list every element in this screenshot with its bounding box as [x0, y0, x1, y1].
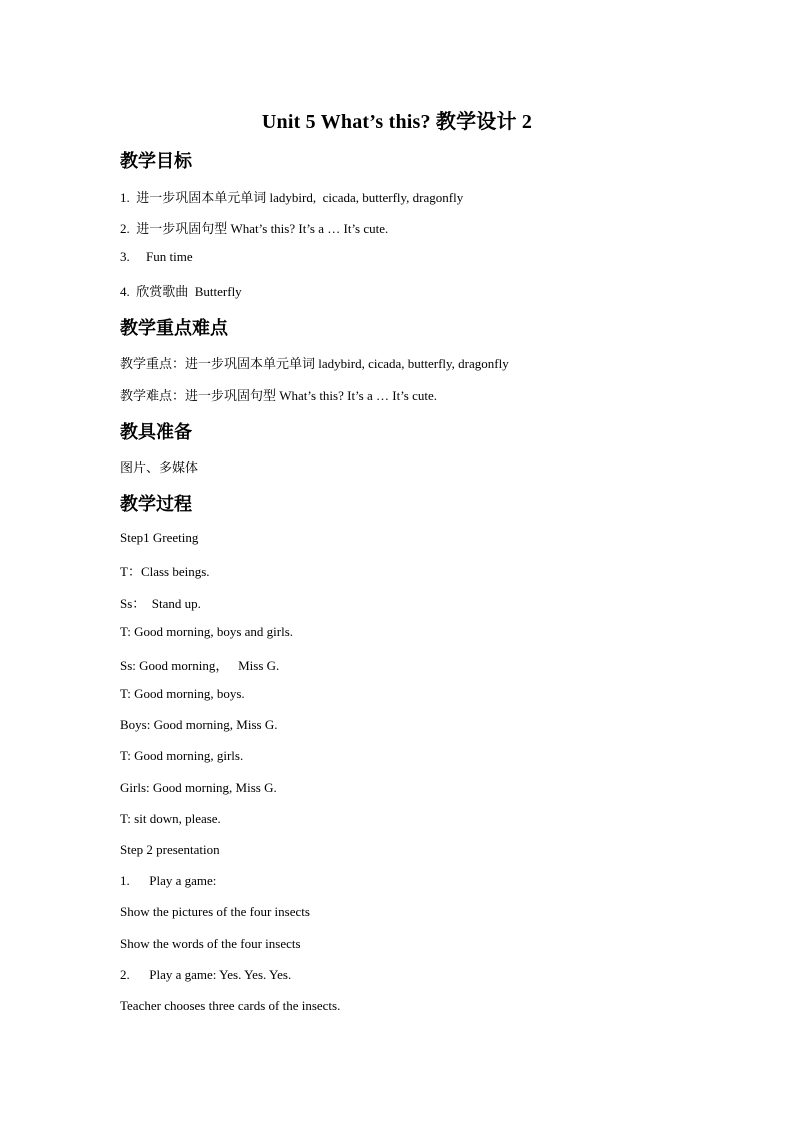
- process-line: Girls: Good morning, Miss G.: [120, 780, 277, 795]
- process-line: 2. Play a game: Yes. Yes. Yes.: [120, 967, 292, 982]
- process-line: T: sit down, please.: [120, 811, 221, 826]
- process-line: Step1 Greeting: [120, 530, 199, 545]
- process-line: Show the words of the four insects: [120, 936, 301, 951]
- process-line: Teacher chooses three cards of the insects.: [120, 998, 341, 1013]
- process-line: T: Good morning, girls.: [120, 748, 244, 763]
- process-line: Ss: Good morning， Miss G.: [120, 658, 280, 673]
- process-line: T：Class beings.: [120, 564, 210, 579]
- document-title: Unit 5 What’s this? 教学设计 2: [261, 111, 533, 133]
- section-heading-key-points: 教学重点难点: [120, 318, 228, 339]
- section-heading-objectives: 教学目标: [120, 151, 192, 172]
- key-point-item: 教学重点：进一步巩固本单元单词 ladybird, cicada, butterfly, dragonfly: [120, 356, 509, 371]
- process-line: Show the pictures of the four insects: [120, 904, 310, 919]
- materials-item: 图片、多媒体: [120, 460, 199, 475]
- process-line: 1. Play a game:: [120, 873, 217, 888]
- key-point-item: 教学难点：进一步巩固句型 What’s this? It’s a … It’s cute.: [120, 388, 438, 403]
- objective-item: 4. 欣赏歌曲 Butterfly: [120, 284, 242, 299]
- section-heading-process: 教学过程: [120, 494, 192, 515]
- objective-item: 1. 进一步巩固本单元单词 ladybird, cicada, butterfly, dragonfly: [120, 190, 464, 205]
- objective-item: 2. 进一步巩固句型 What’s this? It’s a … It’s cute.: [120, 221, 389, 236]
- process-line: Step 2 presentation: [120, 842, 220, 857]
- process-line: T: Good morning, boys.: [120, 686, 245, 701]
- process-line: Ss： Stand up.: [120, 596, 201, 611]
- objective-item: 3. Fun time: [120, 249, 193, 264]
- process-line: T: Good morning, boys and girls.: [120, 624, 294, 639]
- section-heading-materials: 教具准备: [120, 422, 192, 443]
- process-line: Boys: Good morning, Miss G.: [120, 717, 278, 732]
